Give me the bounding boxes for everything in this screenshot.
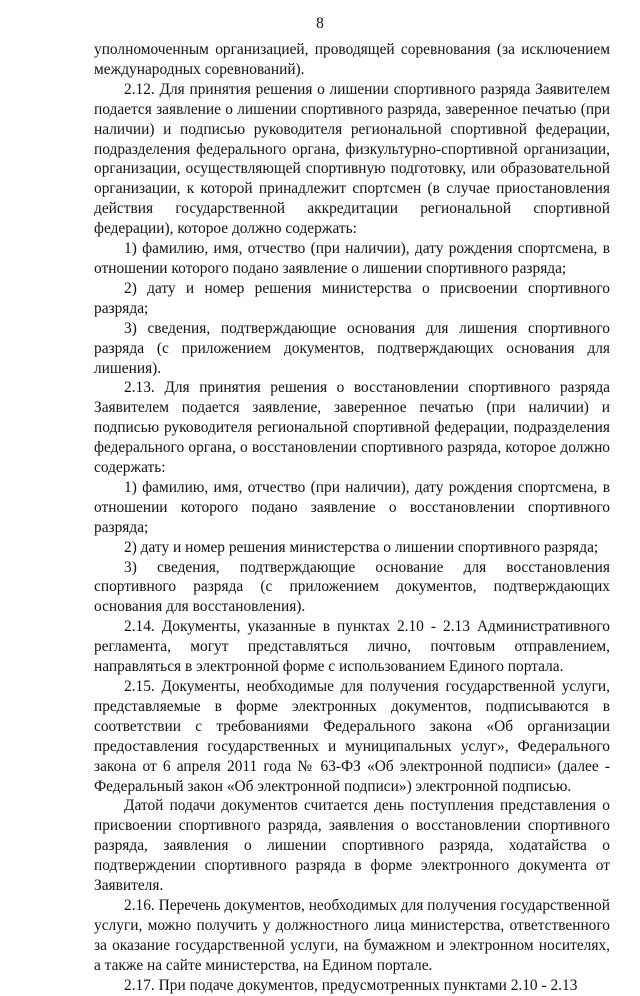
list-item-2-13-1: 1) фамилию, имя, отчество (при наличии), дату рождения спортсмена, в отношении которого подано заявление о восстановлении спортивного разряда; [94, 478, 610, 536]
paragraph-continuation: уполномоченным организацией, проводящей соревнования (за исключением международных соревнований). [94, 41, 610, 78]
list-item-2-12-2: 2) дату и номер решения министерства о присвоении спортивного разряда; [94, 279, 610, 317]
list-item-2-13-3: 3) сведения, подтверждающие основание для восстановления спортивного разряда (с приложением документов, подтверждающих основания для восстановления). [94, 558, 610, 616]
paragraph-2-12: 2.12. Для принятия решения о лишении спортивного разряда Заявителем подается заявление о лишении спортивного разряда, заверенное печатью (при наличии) и подписью руководителя региональной спортивной федерации, подразделения федерального органа, физкультурно-спортивной организации, организации, осуществляющей спортивную подготовку, или образовательной организации, к которой принадлежит спортсмен (в случае приостановления действия государственной аккредитации региональной спортивной федерации), которое должно содержать: [94, 80, 610, 238]
paragraph-2-15: 2.15. Документы, необходимые для получения государственной услуги, представляемые в форме электронных документов, подписываются в соответствии с требованиями Федерального закона «Об организации предоставления государственных и муниципальных услуг», Федерального закона от 6 апреля 2011 года № 63-ФЗ «Об электронной подписи» (далее - Федеральный закон «Об электронной подписи») электронной подписью. [94, 678, 610, 795]
paragraph-2-13: 2.13. Для принятия решения о восстановлении спортивного разряда Заявителем подается заявление, заверенное печатью (при наличии) и подписью руководителя региональной спортивной федерации, подразделения федерального органа, о восстановлении спортивного разряда, которое должно содержать: [94, 379, 610, 477]
list-item-2-12-1: 1) фамилию, имя, отчество (при наличии), дату рождения спортсмена, в отношении которого подано заявление о лишении спортивного разряда; [94, 240, 610, 277]
paragraph-2-16: 2.16. Перечень документов, необходимых для получения государственной услуги, можно получить у должностного лица министерства, ответственного за оказание государственной услуги, на бумажном и электронном носителях, а также на сайте министерства, на Едином портале. [94, 896, 610, 974]
paragraph-submission-date: Датой подачи документов считается день поступления представления о присвоении спортивного разряда, заявления о восстановлении спортивного разряда, заявления о лишении спортивного разряда, ходатайства о подтверждении спортивного разряда в форме электронного документа от Заявителя. [94, 797, 610, 895]
paragraph-2-17: 2.17. При подаче документов, предусмотренных пунктами 2.10 - 2.13 [124, 976, 578, 994]
list-item-2-12-3: 3) сведения, подтверждающие основания для лишения спортивного разряда (с приложением документов, подтверждающих основания для лишения). [94, 319, 610, 377]
list-item-2-13-2: 2) дату и номер решения министерства о лишении спортивного разряда; [124, 538, 599, 556]
page-number: 8 [316, 15, 324, 32]
document-body [94, 40, 610, 996]
paragraph-2-14: 2.14. Документы, указанные в пунктах 2.10 - 2.13 Административного регламента, могут представляться лично, почтовым отправлением, направляться в электронной форме с использованием Единого портала. [94, 618, 610, 676]
